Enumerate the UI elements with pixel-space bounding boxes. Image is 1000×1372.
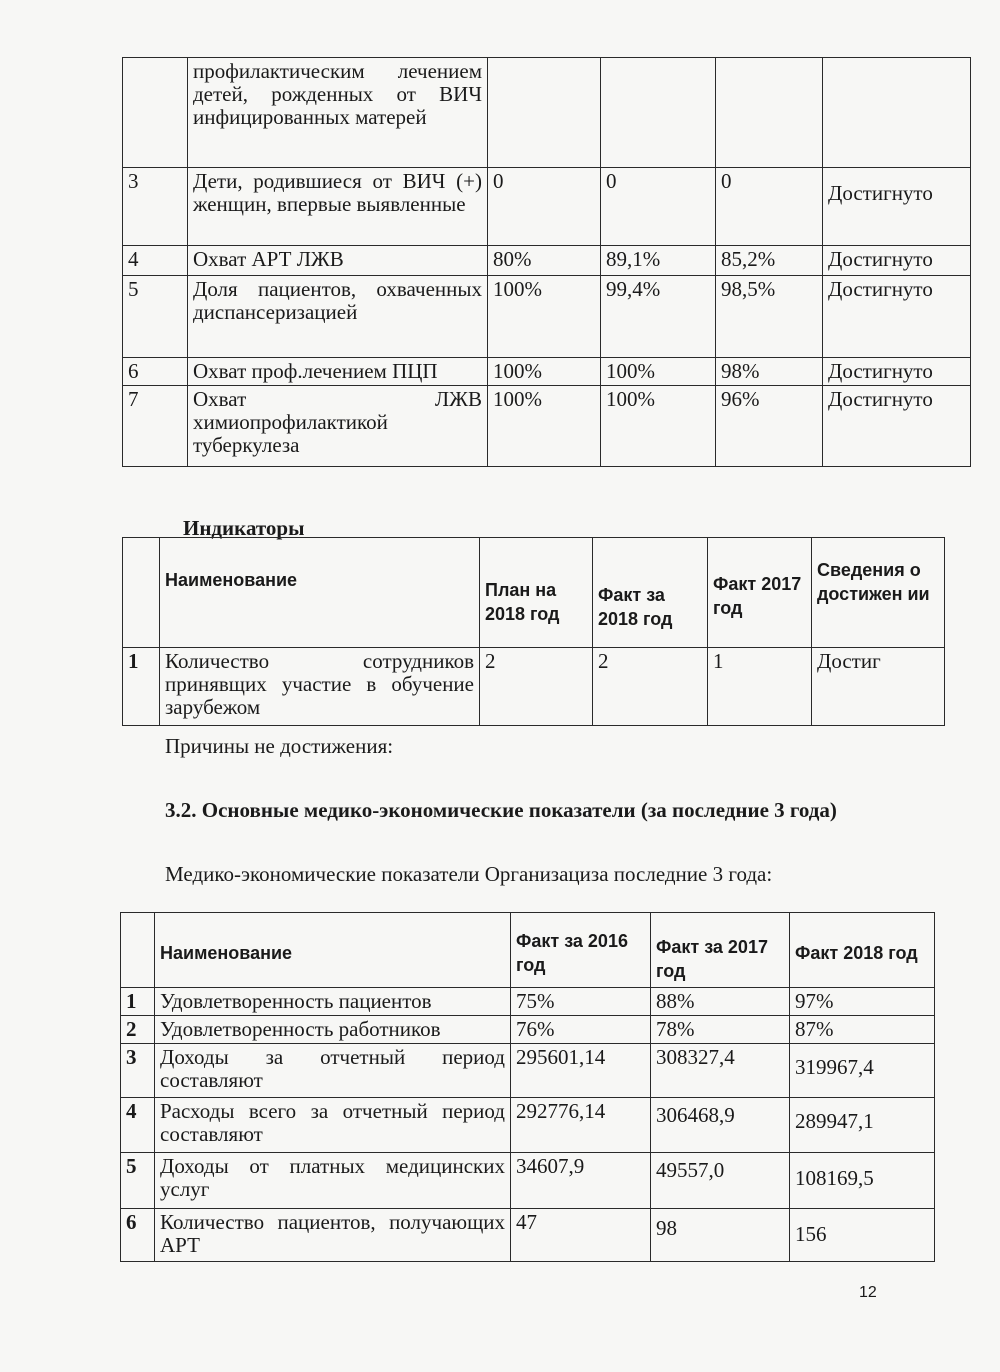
value-2016: 295601,14 (511, 1044, 651, 1098)
value-2017: 49557,0 (651, 1153, 790, 1209)
value-2018: 108169,5 (790, 1153, 935, 1209)
row-name: профилактическим лечением детей, рожденных от ВИЧ инфицированных матерей (188, 58, 488, 168)
value-2017: 98 (651, 1209, 790, 1262)
fact-2017-cell: 85,2% (716, 246, 823, 276)
row-name: Охват ЛЖВ химиопрофилактикой туберкулеза (188, 386, 488, 467)
fact-2018-cell: 2 (593, 648, 708, 726)
row-name: Охват АРТ ЛЖВ (188, 246, 488, 276)
row-name: Расходы всего за отчетный период составляют (155, 1098, 511, 1153)
row-number: 1 (123, 648, 160, 726)
status-cell: Достигнуто (823, 358, 971, 386)
plan-cell: 100% (488, 386, 601, 467)
table-row (123, 276, 971, 358)
table-row (121, 1044, 935, 1098)
header-2018: Факт 2018 год (790, 913, 935, 988)
value-2018: 156 (790, 1209, 935, 1262)
fact-2017-cell (716, 58, 823, 168)
status-cell: Достигнуто (823, 386, 971, 467)
section-heading: 3.2. Основные медико-экономические показатели (за последние 3 года) (165, 798, 837, 822)
table-row (121, 988, 935, 1016)
fact-2017-cell: 98% (716, 358, 823, 386)
header-2016: Факт за 2016 год (511, 913, 651, 988)
econ-table (120, 912, 935, 1262)
table-row (121, 1016, 935, 1044)
row-name: Удовлетворенность работников (155, 1016, 511, 1044)
value-2016: 75% (511, 988, 651, 1016)
row-name: Доля пациентов, охваченных диспансеризацией (188, 276, 488, 358)
status-cell: Достигнуто (823, 168, 971, 246)
row-name: Охват проф.лечением ПЦП (188, 358, 488, 386)
header-plan: План на 2018 год (480, 538, 593, 648)
plan-cell: 100% (488, 358, 601, 386)
row-number: 2 (121, 1016, 155, 1044)
value-2016: 292776,14 (511, 1098, 651, 1153)
header-fact-2017: Факт 2017 год (708, 538, 812, 648)
row-number: 1 (121, 988, 155, 1016)
row-name: Количество пациентов, получающих АРТ (155, 1209, 511, 1262)
header-status: Сведения о достижен ии (812, 538, 945, 648)
table-row (121, 1209, 935, 1262)
value-2016: 76% (511, 1016, 651, 1044)
fact-2018-cell: 100% (601, 358, 716, 386)
table-row (123, 58, 971, 168)
value-2017: 308327,4 (651, 1044, 790, 1098)
row-number: 3 (123, 168, 188, 246)
status-cell: Достигнуто (823, 276, 971, 358)
row-name: Удовлетворенность пациентов (155, 988, 511, 1016)
fact-2017-cell: 96% (716, 386, 823, 467)
status-cell: Достигнуто (823, 246, 971, 276)
plan-cell: 100% (488, 276, 601, 358)
row-number: 3 (121, 1044, 155, 1098)
table-row (121, 1153, 935, 1209)
table-row (123, 386, 971, 467)
table-row (123, 168, 971, 246)
value-2018: 319967,4 (790, 1044, 935, 1098)
fact-2018-cell: 89,1% (601, 246, 716, 276)
header-name: Наименование (160, 538, 480, 648)
row-number (123, 58, 188, 168)
plan-cell: 2 (480, 648, 593, 726)
plan-cell: 80% (488, 246, 601, 276)
table-row (121, 1098, 935, 1153)
table-header-row (123, 538, 945, 648)
row-number: 4 (121, 1098, 155, 1153)
fact-2017-cell: 1 (708, 648, 812, 726)
fact-2017-cell: 98,5% (716, 276, 823, 358)
fact-2018-cell (601, 58, 716, 168)
value-2017: 88% (651, 988, 790, 1016)
indicators-table (122, 537, 945, 726)
row-name: Дети, родившиеся от ВИЧ (+) женщин, впервые выявленные (188, 168, 488, 246)
indicators-title: Индикаторы (183, 516, 305, 540)
value-2018: 289947,1 (790, 1098, 935, 1153)
value-2017: 78% (651, 1016, 790, 1044)
status-cell (823, 58, 971, 168)
value-2018: 87% (790, 1016, 935, 1044)
outcomes-table (122, 57, 971, 467)
status-cell: Достиг (812, 648, 945, 726)
fact-2018-cell: 0 (601, 168, 716, 246)
section-intro: Медико-экономические показатели Организациза последние 3 года: (165, 862, 773, 886)
plan-cell: 0 (488, 168, 601, 246)
row-name: Доходы за отчетный период составляют (155, 1044, 511, 1098)
row-number: 4 (123, 246, 188, 276)
value-2016: 34607,9 (511, 1153, 651, 1209)
row-number: 6 (121, 1209, 155, 1262)
value-2018: 97% (790, 988, 935, 1016)
table-header-row (121, 913, 935, 988)
row-name: Количество сотрудников принявщих участие в обучение зарубежом (160, 648, 480, 726)
row-number: 7 (123, 386, 188, 467)
plan-cell (488, 58, 601, 168)
row-number: 5 (123, 276, 188, 358)
value-2017: 306468,9 (651, 1098, 790, 1153)
fact-2018-cell: 100% (601, 386, 716, 467)
fact-2018-cell: 99,4% (601, 276, 716, 358)
row-number: 5 (121, 1153, 155, 1209)
value-2016: 47 (511, 1209, 651, 1262)
reasons-label: Причины не достижения: (165, 734, 394, 758)
table-row (123, 358, 971, 386)
table-row (123, 246, 971, 276)
row-name: Доходы от платных медицинских услуг (155, 1153, 511, 1209)
fact-2017-cell: 0 (716, 168, 823, 246)
header-2017: Факт за 2017 год (651, 913, 790, 988)
table-row (123, 648, 945, 726)
page-number: 12 (859, 1284, 877, 1301)
row-number: 6 (123, 358, 188, 386)
header-name: Наименование (155, 913, 511, 988)
header-fact-2018: Факт за 2018 год (593, 538, 708, 648)
